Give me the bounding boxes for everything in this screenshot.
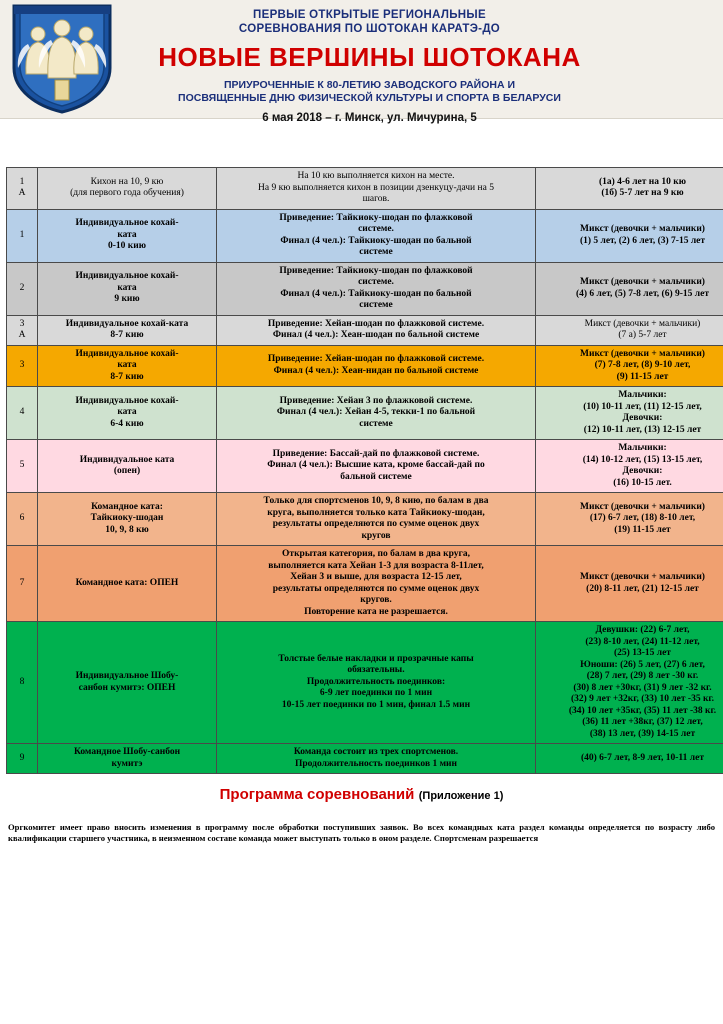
table-row <box>7 209 723 262</box>
row-description: Только для спортсменов 10, 9, 8 кию, по балам в два круга, выполняется только ката Тайкиоку-шодан, результаты определяются по сумме оценок двух кругов <box>217 493 536 546</box>
row-category: Командное ката: Тайкиоку-шодан 10, 9, 8 кю <box>38 493 217 546</box>
table-row <box>7 546 723 622</box>
table-row <box>7 622 723 744</box>
row-number: 5 <box>7 440 38 493</box>
row-number: 2 <box>7 262 38 315</box>
row-age-groups: Микст (девочки + мальчики) (7 а) 5-7 лет <box>536 315 723 345</box>
header-line-3a: ПРИУРОЧЕННЫЕ К 80-ЛЕТИЮ ЗАВОДСКОГО РАЙОНА И <box>223 79 516 91</box>
table-row <box>7 168 723 210</box>
row-number: 6 <box>7 493 38 546</box>
row-category: Командное ката: ОПЕН <box>38 546 217 622</box>
row-number: 7 <box>7 546 38 622</box>
row-category: Кихон на 10, 9 кю (для первого года обучения) <box>38 168 217 210</box>
row-age-groups: (1а) 4-6 лет на 10 кю (1б) 5-7 лет на 9 кю <box>536 168 723 210</box>
schedule-table-wrapper <box>6 167 717 774</box>
row-category: Командное Шобу-санбон кумитэ <box>38 744 217 774</box>
emblem-angels-shield <box>8 2 116 114</box>
row-description: Открытая категория, по балам в два круга, выполняется ката Хейан 1-3 для возраста 8-11лет, Хейан 3 и выше, для возраста 12-15 лет, результаты определяются по сумме оценок двух кругов. Повторение ката не разрешается. <box>217 546 536 622</box>
footer-note: Оргкомитет имеет право вносить изменения в программу после обработки поступивших заявок. Во всех командных ката раздел команды определяется по возрасту либо квалификации старшего участника, в неизменном составе команда может выступать только в оном разделе. Спортсменам разрешается <box>8 822 715 843</box>
row-number: 4 <box>7 387 38 440</box>
row-category: Индивидуальное кохай-ката 8-7 кию <box>38 315 217 345</box>
row-number: 9 <box>7 744 38 774</box>
row-description: Приведение: Бассай-дай по флажковой системе. Финал (4 чел.): Высшие ката, кроме бассай-дай по бальной системе <box>217 440 536 493</box>
program-subtitle: (Приложение 1) <box>418 790 504 802</box>
row-age-groups: Мальчики: (10) 10-11 лет, (11) 12-15 лет, Девочки: (12) 10-11 лет, (13) 12-15 лет <box>536 387 723 440</box>
table-row <box>7 345 723 387</box>
row-age-groups: Микст (девочки + мальчики) (1) 5 лет, (2) 6 лет, (3) 7-15 лет <box>536 209 723 262</box>
row-age-groups: Мальчики: (14) 10-12 лет, (15) 13-15 лет, Девочки: (16) 10-15 лет. <box>536 440 723 493</box>
row-category: Индивидуальное кохай- ката 6-4 кию <box>38 387 217 440</box>
program-title: Программа соревнований <box>219 786 415 803</box>
row-number: 3 А <box>7 315 38 345</box>
program-caption <box>0 786 723 804</box>
row-description: Приведение: Хейан-шодан по флажковой системе. Финал (4 чел.): Хеан-нидан по бальной системе <box>217 345 536 387</box>
header-text-block <box>116 0 723 124</box>
row-age-groups: (40) 6-7 лет, 8-9 лет, 10-11 лет <box>536 744 723 774</box>
table-row <box>7 440 723 493</box>
table-row <box>7 387 723 440</box>
row-age-groups: Микст (девочки + мальчики) (7) 7-8 лет, (8) 9-10 лет, (9) 11-15 лет <box>536 345 723 387</box>
row-age-groups: Микст (девочки + мальчики) (4) 6 лет, (5) 7-8 лет, (6) 9-15 лет <box>536 262 723 315</box>
row-number: 8 <box>7 622 38 744</box>
row-description: Приведение: Тайкиоку-шодан по флажковой системе. Финал (4 чел.): Тайкиоку-шодан по бальной системе <box>217 262 536 315</box>
row-category: Индивидуальное Шобу- санбон кумитэ: ОПЕН <box>38 622 217 744</box>
row-category: Индивидуальное кохай- ката 8-7 кию <box>38 345 217 387</box>
row-age-groups: Микст (девочки + мальчики) (20) 8-11 лет, (21) 12-15 лет <box>536 546 723 622</box>
row-number: 3 <box>7 345 38 387</box>
table-row <box>7 493 723 546</box>
table-row <box>7 262 723 315</box>
row-age-groups: Девушки: (22) 6-7 лет, (23) 8-10 лет, (24) 11-12 лет, (25) 13-15 лет Юноши: (26) 5 лет, (27) 6 лет, (28) 7 лет, (29) 8 лет -30 кг. (30) 8 лет +30кг, (31) 9 лет -32 кг. (32) 9 лет +32кг, (33) 10 лет -35 кг. (34) 10 лет +35кг, (35) 11 лет -38 кг. (36) 11 лет +38кг, (37) 12 лет, (38) 13 лет, (39) 14-15 лет <box>536 622 723 744</box>
row-number: 1 А <box>7 168 38 210</box>
row-category: Индивидуальное ката (опен) <box>38 440 217 493</box>
row-age-groups: Микст (девочки + мальчики) (17) 6-7 лет, (18) 8-10 лет, (19) 11-15 лет <box>536 493 723 546</box>
schedule-table <box>6 167 723 774</box>
row-category: Индивидуальное кохай- ката 9 кию <box>38 262 217 315</box>
row-description: На 10 кю выполняется кихон на месте. На 9 кю выполняется кихон в позиции дзенкуцу-дачи на 5 шагов. <box>217 168 536 210</box>
header-line-2: СОРЕВНОВАНИЯ ПО ШОТОКАН КАРАТЭ-ДО <box>238 23 501 35</box>
header-title: НОВЫЕ ВЕРШИНЫ ШОТОКАНА <box>158 42 581 72</box>
header-line-1: ПЕРВЫЕ ОТКРЫТЫЕ РЕГИОНАЛЬНЫЕ <box>253 9 486 21</box>
header-line-3b: ПОСВЯЩЕННЫЕ ДНЮ ФИЗИЧЕСКОЙ КУЛЬТУРЫ И СПОРТА В БЕЛАРУСИ <box>178 92 561 104</box>
row-description: Приведение: Хейан 3 по флажковой системе. Финал (4 чел.): Хейан 4-5, текки-1 по бальной системе <box>217 387 536 440</box>
header-date-place: 6 мая 2018 – г. Минск, ул. Мичурина, 5 <box>262 112 477 124</box>
table-row <box>7 744 723 774</box>
document-header <box>0 0 723 124</box>
row-description: Толстые белые накладки и прозрачные капы обязательны. Продолжительность поединков: 6-9 лет поединки по 1 мин 10-15 лет поединки по 1 мин, финал 1.5 мин <box>217 622 536 744</box>
row-number: 1 <box>7 209 38 262</box>
row-description: Команда состоит из трех спортсменов. Продолжительность поединков 1 мин <box>217 744 536 774</box>
table-row <box>7 315 723 345</box>
row-description: Приведение: Тайкиоку-шодан по флажковой системе. Финал (4 чел.): Тайкиоку-шодан по бальной системе <box>217 209 536 262</box>
row-category: Индивидуальное кохай- ката 0-10 кию <box>38 209 217 262</box>
row-description: Приведение: Хейан-шодан по флажковой системе. Финал (4 чел.): Хеан-шодан по бальной системе <box>217 315 536 345</box>
